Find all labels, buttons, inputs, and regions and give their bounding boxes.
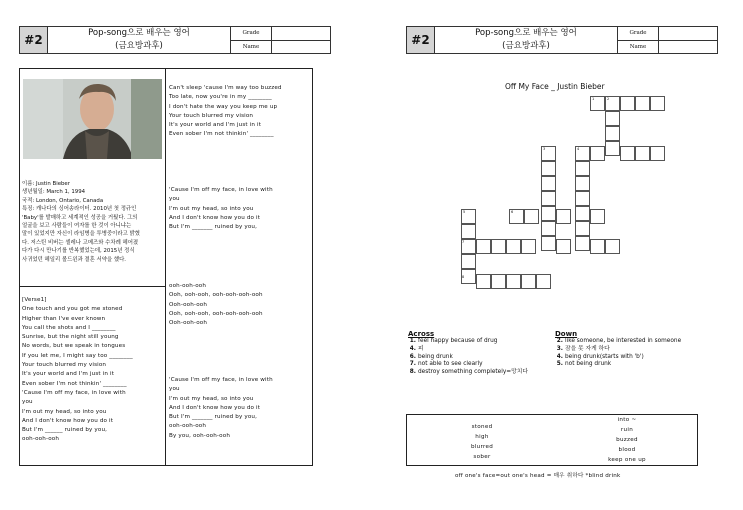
lyric-line: It's your world and I'm just in it (169, 122, 262, 129)
lyric-line: Ooh, ooh-ooh, ooh-ooh-ooh-ooh (169, 310, 263, 317)
lyrics-block-1 (169, 84, 309, 140)
word-bank-item: buzzed (616, 437, 638, 443)
clue-number: 1. (409, 338, 416, 344)
crossword-cell[interactable] (506, 274, 521, 289)
clue-text: not able to see clearly (418, 361, 483, 368)
clue-text: being drunk(starts with 'b') (565, 353, 644, 360)
verse1-block (22, 296, 163, 445)
artist-photo (23, 79, 162, 159)
left-header (19, 26, 331, 54)
crossword-cell[interactable] (575, 146, 590, 161)
lyric-line: It's your world and I'm just in it (22, 371, 115, 378)
crossword-cell[interactable] (590, 209, 605, 224)
column-divider (165, 69, 166, 465)
clue-number: 4. (409, 345, 416, 352)
grade-field[interactable] (659, 27, 718, 41)
crossword-cell[interactable] (575, 206, 590, 221)
clue-item (555, 361, 725, 369)
lyric-line: I don't hate the way you keep me up (169, 103, 278, 110)
lyric-line: Higher than I've ever known (22, 315, 106, 322)
lyric-line: And I don't know how you do it (22, 417, 114, 424)
clue-number: 7. (409, 361, 416, 368)
crossword-cell[interactable] (541, 146, 556, 161)
crossword-cell[interactable] (590, 239, 605, 254)
grade-label: Grade (231, 27, 272, 41)
name-field[interactable] (272, 40, 331, 54)
clue-number: 8 (462, 275, 465, 279)
word-bank-item: blood (618, 447, 636, 453)
lyric-line: You call the shots and I ________ (22, 324, 116, 331)
crossword-cell[interactable] (575, 221, 590, 236)
lyric-line: And I don't know how you do it (169, 404, 261, 411)
crossword-cell[interactable] (524, 209, 539, 224)
lyric-line: By you, ooh-ooh-ooh (169, 432, 231, 439)
clue-text: like someone, be interested in someone (565, 338, 682, 344)
crossword-cell[interactable] (575, 176, 590, 191)
across-heading: Across (408, 330, 435, 338)
lyric-line: Ooh-ooh-ooh (169, 301, 208, 308)
crossword-cell[interactable] (461, 224, 476, 239)
bio-line: 말이 있었지만 자신이 라임병을 투병중이라고 밝혔 (22, 231, 140, 238)
crossword-cell[interactable] (605, 141, 620, 156)
crossword-cell[interactable] (476, 274, 491, 289)
lyric-line: I'm out my head, so into you (169, 205, 254, 212)
clue-number: 2 (607, 97, 610, 101)
clue-number: 4 (577, 147, 580, 151)
word-bank-item: blurred (470, 444, 494, 450)
word-bank-item: sober (473, 454, 491, 460)
lyric-line: Your touch blurred my vision (22, 362, 107, 369)
clue-text: 잠을 못 자게 하다 (565, 345, 610, 352)
crossword-cell[interactable] (590, 146, 605, 161)
bio-line: 얼굴을 보고 사람들이 여자를 한 것이 아니냐는 (22, 223, 132, 230)
bio-line: 'Baby'를 발매하고 세계적인 성공을 거뒀다. 그의 (22, 214, 138, 221)
lyric-line: you (22, 399, 33, 406)
clue-number: 5 (463, 210, 466, 214)
clue-text: feel happy because of drug (418, 338, 498, 344)
lyric-line: I'm out my head, so into you (22, 408, 107, 415)
lyric-line: But I'm _______ ruined by you, (169, 224, 258, 231)
crossword-cell[interactable] (556, 239, 571, 254)
crossword-cell[interactable] (575, 191, 590, 206)
crossword-cell[interactable] (461, 209, 476, 224)
clue-text: 피 (418, 345, 424, 352)
clue-number: 3 (543, 147, 546, 151)
clue-item (408, 369, 548, 377)
subtitle-text: (금요방과후) (502, 41, 550, 51)
lyric-line: 'Cause I'm off my face, in love with (169, 187, 273, 193)
lyrics-block-4 (169, 376, 309, 441)
word-bank-item: into ~ (617, 417, 637, 423)
across-clues (408, 330, 548, 377)
lyric-line: you (169, 196, 180, 203)
word-bank-item: ruin (620, 427, 634, 433)
lyric-line: Too late, now you're in my ________ (169, 94, 272, 101)
crossword-cell[interactable] (541, 161, 556, 176)
crossword-cell[interactable] (541, 176, 556, 191)
lyric-line: Your touch blurred my vision (169, 112, 254, 119)
lyric-line: Can't sleep 'cause I'm way too buzzed (169, 85, 282, 91)
lyric-line: ooh-ooh-ooh (22, 436, 60, 443)
word-bank (406, 414, 698, 466)
lyric-line: 'Cause I'm off my face, in love with (22, 389, 126, 396)
clue-number: 4. (556, 353, 563, 360)
word-bank-item: high (475, 434, 489, 440)
clue-text: destroy something completely=망치다 (418, 369, 528, 376)
lyric-line: One touch and you got me stoned (22, 306, 123, 313)
crossword-cell[interactable] (506, 239, 521, 254)
clue-number: 5. (556, 361, 563, 368)
photo-illustration (23, 79, 162, 159)
worksheet-number: #2 (407, 27, 435, 54)
lyric-line: Even sober I'm not thinkin' ________ (22, 380, 127, 387)
lyric-line: No words, but we speak in tongues (22, 343, 126, 350)
name-label: Name (618, 40, 659, 54)
crossword-cell[interactable] (521, 274, 536, 289)
crossword-cell[interactable] (536, 274, 551, 289)
crossword-cell[interactable] (509, 209, 524, 224)
bio-line: 생년월일: March 1, 1994 (22, 189, 86, 196)
bio-line: 특징: 캐나다의 싱어송라이터. 2010년 첫 정규인 (22, 206, 137, 213)
title-text: Pop-song으로 배우는 영어 (475, 28, 577, 38)
lyric-line: Sunrise, but the night still young (22, 334, 119, 341)
crossword-cell[interactable] (650, 96, 665, 111)
footnote: off one's face=out one's head = 매우 취하다 *blind drink (455, 473, 621, 479)
crossword-cell[interactable] (635, 146, 650, 161)
bio-divider (19, 286, 166, 287)
clue-number: 6. (409, 353, 416, 360)
crossword-cell[interactable] (605, 126, 620, 141)
clue-item (555, 338, 725, 346)
crossword-cell[interactable] (605, 96, 620, 111)
subtitle-text: (금요방과후) (115, 41, 163, 51)
worksheet-title (435, 27, 618, 54)
crossword-cell[interactable] (491, 274, 506, 289)
clue-item (408, 354, 548, 362)
lyric-line: But I'm _______ ruined by you, (169, 414, 258, 421)
crossword-cell[interactable] (521, 239, 536, 254)
clue-item (555, 346, 725, 354)
crossword-cell[interactable] (556, 209, 571, 224)
clue-number: 3. (556, 345, 563, 352)
word-bank-item: keep one up (608, 457, 646, 463)
bio-line: 사귀었던 헤일리 볼드윈과 결혼 서약을 했다. (22, 256, 127, 263)
lyrics-block-2 (169, 186, 309, 232)
clue-number: 1 (592, 97, 595, 101)
word-bank-right (587, 415, 667, 465)
grade-label: Grade (618, 27, 659, 41)
name-label: Name (231, 40, 272, 54)
crossword-cell[interactable] (620, 96, 635, 111)
crossword-cell[interactable] (635, 96, 650, 111)
crossword-cell[interactable] (541, 221, 556, 236)
clue-text: being drunk (418, 353, 453, 360)
lyric-line: Ooh, ooh-ooh, ooh-ooh-ooh-ooh (169, 292, 263, 299)
lyric-line: ooh-ooh-ooh (169, 423, 207, 430)
down-heading: Down (555, 330, 578, 338)
lyric-line: But I'm ______ ruined by you, (22, 427, 108, 434)
crossword-cell[interactable] (650, 146, 665, 161)
name-field[interactable] (659, 40, 718, 54)
bio-line: 다. 저스틴 비버는 셀레나 고메즈와 수차례 헤어졌 (22, 239, 139, 246)
crossword-cell[interactable] (605, 111, 620, 126)
down-clues (555, 330, 725, 369)
worksheet-number: #2 (20, 27, 48, 54)
puzzle-title: Off My Face _ Justin Bieber (505, 82, 605, 91)
clue-number: 2. (556, 338, 563, 344)
crossword-cell[interactable] (541, 191, 556, 206)
lyric-line: Ooh-ooh-ooh (169, 320, 208, 327)
bio-line: 다가 다시 만나기를 반복했었는데, 2015년 정식 (22, 248, 135, 255)
right-header (406, 26, 718, 54)
title-text: Pop-song으로 배우는 영어 (88, 28, 190, 38)
crossword-cell[interactable] (590, 96, 605, 111)
clue-item (408, 346, 548, 354)
lyric-line: you (169, 386, 180, 393)
crossword-cell[interactable] (541, 206, 556, 221)
lyric-line: I'm out my head, so into you (169, 395, 254, 402)
clue-item (408, 338, 548, 346)
bio-line: 이름: Justin Bieber (22, 181, 70, 187)
clue-number: 8. (409, 369, 416, 376)
crossword-cell[interactable] (575, 161, 590, 176)
word-bank-left (437, 422, 527, 462)
lyric-line: [Verse1] (22, 297, 47, 303)
crossword-cell[interactable] (575, 236, 590, 251)
clue-number: 6 (511, 210, 514, 214)
lyric-line: Even sober I'm not thinkin' ________ (169, 131, 274, 138)
word-bank-item: stoned (471, 424, 493, 430)
bio-block (22, 180, 163, 264)
crossword-cell[interactable] (491, 239, 506, 254)
crossword-cell[interactable] (476, 239, 491, 254)
crossword-cell[interactable] (605, 239, 620, 254)
grade-field[interactable] (272, 27, 331, 41)
clue-number: 7 (462, 240, 465, 244)
lyric-line: ooh-ooh-ooh (169, 283, 207, 289)
lyric-line: 'Cause I'm off my face, in love with (169, 377, 273, 383)
crossword-cell[interactable] (620, 146, 635, 161)
crossword-cell[interactable] (541, 236, 556, 251)
lyrics-block-3 (169, 282, 309, 328)
lyric-line: If you let me, I might say too ________ (22, 352, 133, 359)
clue-item (555, 354, 725, 362)
worksheet-title (48, 27, 231, 54)
clue-text: not being drunk (565, 361, 612, 368)
lyric-line: And I don't know how you do it (169, 214, 261, 221)
crossword-cell[interactable] (461, 254, 476, 269)
bio-line: 국적: London, Ontario, Canada (22, 197, 104, 204)
